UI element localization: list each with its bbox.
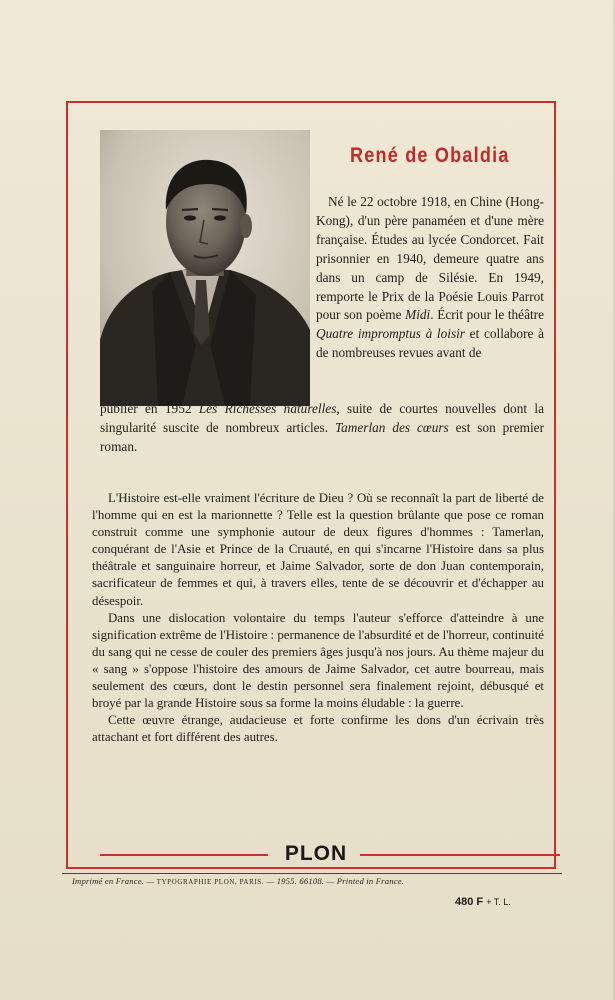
publisher-rule-right [360, 854, 560, 856]
publisher-row [100, 842, 560, 868]
bio-text-part: , suite de courtes nouvelles dont la singularité suscite de nombreux articles. [100, 401, 544, 435]
author-name: René de Obaldia [350, 144, 510, 167]
summary-paragraph: Cette œuvre étrange, audacieuse et forte confirme les dons d'un écrivain très attachant et fort différent des autres. [92, 713, 544, 745]
imprint-divider [62, 873, 562, 874]
bio-text-part: Né le 22 octobre 1918, en Chine (Hong-Kong), d'un père panaméen et d'une mère française. Études au lycée Condorcet. Fait prisonnier en 1940, demeure quatre ans dans un camp de Silésie. En 1949, remporte le Prix de la Poésie Louis Parrot pour son poème [316, 194, 544, 323]
imprint-line: Imprimé en France. — TYPOGRAPHIE PLON, PARIS. — 1955. 66108. — Printed in France. [72, 876, 405, 886]
imprint-printer: TYPOGRAPHIE PLON, PARIS. [156, 878, 265, 886]
poem-title: Midi [405, 307, 431, 323]
imprint-printed-fr: Imprimé en France. [72, 876, 145, 886]
author-biography-full [100, 400, 544, 457]
price-label [455, 896, 511, 908]
collection-title: Les Richesses naturelles [198, 401, 337, 416]
book-summary [92, 490, 544, 746]
bio-text-part: publier en 1952 [100, 401, 192, 416]
bio-text-part: . Écrit pour le théâtre [430, 307, 545, 323]
play-title: Quatre impromptus à loisir [316, 326, 465, 342]
imprint-year-code: 1955. 66108. [276, 876, 325, 886]
publisher-name: PLON [284, 842, 348, 865]
summary-paragraph: Dans une dislocation volontaire du temps l'auteur s'efforce d'atteindre à une signification extrême de l'Histoire : permanence de l'absurdité et de l'horreur, continuité du sang qui ne cesse de couler des premiers âges jusqu'à nos jours. Au thème majeur du « sang » s'oppose l'histoire des amours de Jaime Salvador, cet autre bourreau, mais seulement des cœurs, dont le destin personnel sera finalement rejoint, débusqué et broyé par la grande Histoire sous sa forme la moins éludable : la guerre. [92, 610, 544, 711]
summary-paragraph: L'Histoire est-elle vraiment l'écriture de Dieu ? Où se reconnaît la part de liberté de l'homme qui en est la marionnette ? Telle est la question brûlante que pose ce roman construit comme une symphonie autour de deux figures d'hommes : Tamerlan, conquérant de l'Asie et Prince de la Cruauté, en qui s'incarne l'Histoire dans sa plus théâtrale et sanguinaire horreur, et Jaime Salvador, sorte de don Juan contemporain, sacrificateur de femmes et qui, à travers elles, tente de se découvrir et d'échapper au désespoir. [92, 491, 544, 608]
bio-text-part: est son premier roman. [100, 419, 544, 454]
author-biography-side [316, 193, 544, 363]
price-amount: 480 F [455, 896, 484, 908]
bio-text-part: et collabore à de nombreuses revues avant de [316, 326, 544, 361]
author-portrait-photo [100, 130, 310, 406]
novel-title: Tamerlan des cœurs [334, 419, 449, 435]
price-tax: + T. L. [486, 897, 511, 907]
imprint-printed-en: Printed in France. [336, 876, 405, 886]
author-portrait [100, 130, 310, 406]
publisher-rule-left [100, 854, 268, 856]
